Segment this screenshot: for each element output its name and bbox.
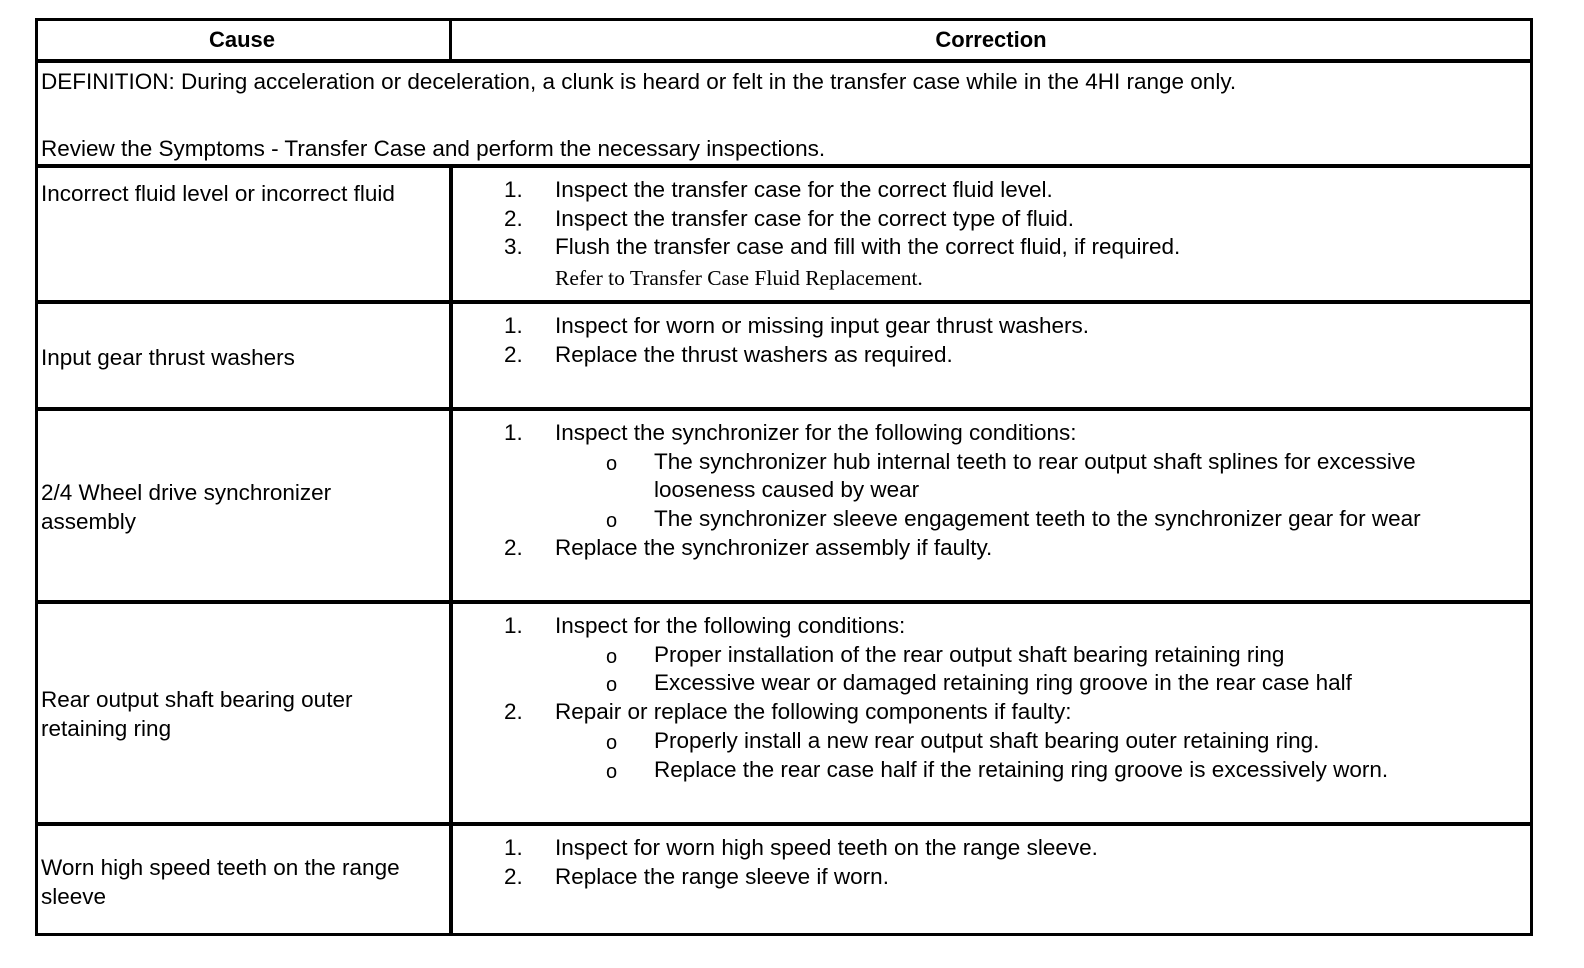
correction-column-header: Correction <box>935 27 1047 52</box>
step-text: Inspect the transfer case for the correct type of fluid. <box>555 205 1075 231</box>
cause-text: sleeve <box>41 883 107 909</box>
bullet-marker: o <box>606 674 618 697</box>
step-number: 2. <box>504 863 523 889</box>
step-number: 1. <box>504 313 523 338</box>
step-number: 2. <box>504 341 523 367</box>
step-number: 1. <box>504 177 523 202</box>
step-number: 2. <box>504 699 523 725</box>
table-border-right <box>1530 18 1533 936</box>
row-rule <box>35 600 1533 604</box>
step-number: 1. <box>504 420 523 445</box>
reference-note: Refer to Transfer Case Fluid Replacement. <box>555 266 923 291</box>
bullet-marker: o <box>606 760 618 783</box>
cause-text: retaining ring <box>41 715 172 741</box>
bullet-text: Properly install a new rear output shaft bearing outer retaining ring. <box>654 727 1320 753</box>
header-rule <box>35 59 1533 63</box>
step-text: Inspect the transfer case for the correct fluid level. <box>555 177 1053 202</box>
step-number: 2. <box>504 205 523 231</box>
cause-column-header: Cause <box>208 27 276 52</box>
step-text: Replace the thrust washers as required. <box>555 341 953 367</box>
bullet-marker: o <box>606 645 618 668</box>
bullet-text: Replace the rear case half if the retaining ring groove is excessively worn. <box>654 756 1389 782</box>
cause-text: 2/4 Wheel drive synchronizer <box>41 480 332 505</box>
step-text: Inspect for worn or missing input gear thrust washers. <box>555 313 1089 338</box>
bullet-text: The synchronizer hub internal teeth to rear output shaft splines for excessive <box>654 448 1416 474</box>
definition-text: DEFINITION: During acceleration or deceleration, a clunk is heard or felt in the transfer case while in the 4HI range only. <box>41 69 1237 94</box>
bullet-text: looseness caused by wear <box>654 477 920 503</box>
cause-text: Incorrect fluid level or incorrect fluid <box>41 181 395 206</box>
cause-text: assembly <box>41 508 137 534</box>
step-text: Inspect for worn high speed teeth on the range sleeve. <box>555 835 1098 860</box>
cause-text: Worn high speed teeth on the range <box>41 855 400 880</box>
bullet-marker: o <box>606 452 618 475</box>
step-text: Flush the transfer case and fill with the correct fluid, if required. <box>555 234 1181 260</box>
column-divider <box>449 168 453 936</box>
table-border-left <box>35 18 38 936</box>
row-rule <box>35 407 1533 411</box>
step-number: 1. <box>504 613 523 638</box>
row-rule <box>35 300 1533 304</box>
header-column-divider <box>449 18 452 63</box>
bullet-text: The synchronizer sleeve engagement teeth to the synchronizer gear for wear <box>654 506 1421 532</box>
step-number: 1. <box>504 835 523 860</box>
step-text: Inspect for the following conditions: <box>555 613 906 638</box>
cause-text: Input gear thrust washers <box>41 345 295 370</box>
step-number: 3. <box>504 234 523 260</box>
bullet-text: Excessive wear or damaged retaining ring groove in the rear case half <box>654 670 1352 696</box>
step-number: 2. <box>504 534 523 560</box>
step-text: Inspect the synchronizer for the following conditions: <box>555 420 1077 445</box>
step-text: Replace the range sleeve if worn. <box>555 863 889 889</box>
table-border-bottom <box>35 933 1533 936</box>
definition-rule <box>35 164 1533 168</box>
step-text: Replace the synchronizer assembly if faulty. <box>555 534 993 560</box>
table-border-top <box>35 18 1533 21</box>
step-text: Repair or replace the following components if faulty: <box>555 699 1072 725</box>
bullet-marker: o <box>606 510 618 533</box>
review-text: Review the Symptoms - Transfer Case and perform the necessary inspections. <box>41 136 826 161</box>
bullet-marker: o <box>606 731 618 754</box>
cause-text: Rear output shaft bearing outer <box>41 687 353 712</box>
bullet-text: Proper installation of the rear output shaft bearing retaining ring <box>654 641 1285 667</box>
row-rule <box>35 822 1533 826</box>
